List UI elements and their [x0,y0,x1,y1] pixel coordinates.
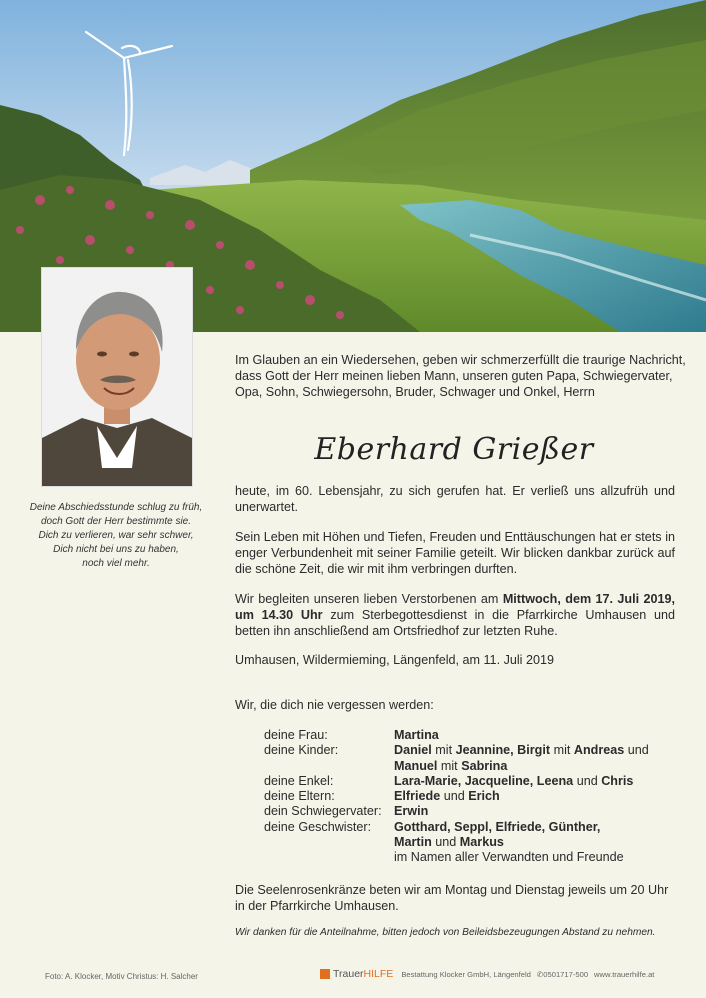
family-name: Daniel [394,743,432,758]
phone-icon: ✆ [536,969,544,979]
deceased-name: Eberhard Grießer [314,432,594,467]
trauerhilfe-logo-icon [320,969,330,979]
quote-line: Dich nicht bei uns zu haben, [53,544,179,555]
family-name: Sabrina [461,758,508,773]
website-link[interactable]: www.trauerhilfe.at [594,969,655,979]
thanks-note: Wir danken für die Anteilnahme, bitten jedoch von Beileidsbezeugungen Abstand zu nehmen. [235,927,656,938]
relation-label: deine Geschwister: [264,819,372,834]
brand-accent: HILFE [363,968,394,980]
conjunction: und [576,773,598,788]
family-name: Andreas [573,743,625,758]
company-name: Bestattung Klocker GmbH, Längenfeld [401,969,531,979]
intro-line: Im Glauben an ein Wiedersehen, geben wir schmerzerfüllt die traurige Nachricht, [235,353,686,367]
family-list [264,728,684,866]
relation-label: dein Schwiegervater: [264,804,382,819]
intro-text [235,352,686,400]
conjunction: und [435,835,457,850]
place-date: Umhausen, Wildermieming, Längenfeld, am 11. Juli 2019 [235,653,554,667]
conjunction: mit [440,758,458,773]
relation-label: deine Kinder: [264,743,339,758]
portrait-photo [42,268,192,486]
intro-line: dass Gott der Herr meinen lieben Mann, unseren guten Papa, Schwiegervater, [235,369,673,383]
family-row-siblings [264,820,684,866]
family-name: Markus [459,835,504,850]
family-name: Elfriede [394,789,441,804]
family-name: Jeannine, Birgit [455,743,551,758]
family-name: Martin [394,835,432,850]
family-name: Erwin [394,804,429,819]
conjunction: mit [553,743,571,758]
family-name: Chris [601,773,634,788]
photo-credit: Foto: A. Klocker, Motiv Christus: H. Salcher [45,972,198,981]
family-name: Erich [468,789,500,804]
rosary-line: in der Pfarrkirche Umhausen. [235,899,399,913]
funeral-time: um 14.30 Uhr [235,608,323,622]
funeral-text [235,591,675,639]
quote-line: Dich zu verlieren, war sehr schwer, [38,530,194,541]
family-name: Lara-Marie, Jacqueline, Leena [394,773,574,788]
quote-line: doch Gott der Herr bestimmte sie. [40,516,192,527]
family-intro: Wir, die dich nie vergessen werden: [235,698,434,712]
family-name: Manuel [394,758,438,773]
family-name: Martina [394,728,439,742]
quote-line: Deine Abschiedsstunde schlug zu früh, [29,502,203,513]
rosary-line: Die Seelenrosenkränze beten wir am Montag und Dienstag jeweils um 20 Uhr [235,883,669,897]
conjunction: und [443,789,465,804]
family-row-wife [264,728,684,743]
relatives-note: im Namen aller Verwandten und Freunde [394,850,624,865]
brand-name: Trauer [333,968,364,980]
family-name: Gotthard, Seppl, Elfriede, Günther, [394,819,601,834]
family-row-grandchildren [264,774,684,789]
called-text: heute, im 60. Lebensjahr, zu sich gerufen hat. Er verließ uns allzufrüh und unerwartet. [235,484,675,514]
relation-label: deine Eltern: [264,789,335,804]
memorial-quote [20,501,212,571]
relation-label: deine Enkel: [264,773,334,788]
quote-line: noch viel mehr. [82,558,150,569]
conjunction: und [627,743,649,758]
conjunction: mit [435,743,453,758]
phone-number: 0501717-500 [543,969,589,979]
rosary-text [235,882,675,914]
funeral-pre: Wir begleiten unseren lieben Verstorbenen am [235,592,503,606]
footer [0,964,706,986]
relation-label: deine Frau: [264,728,328,742]
funeral-post: zum Sterbegottesdienst in die Pfarrkirche Umhausen und betten ihn anschließend am Ortsfriedhof zur letzten Ruhe. [235,608,676,638]
family-row-father-in-law [264,804,684,819]
family-row-children [264,743,684,774]
brand-info [320,968,654,980]
intro-line: Opa, Sohn, Schwiegersohn, Bruder, Schwager und Onkel, Herrn [235,385,595,399]
funeral-date: Mittwoch, dem 17. Juli 2019, [502,592,676,606]
life-text: Sein Leben mit Höhen und Tiefen, Freuden und Enttäuschungen hat er stets in enger Verbundenheit mit seiner Familie geteilt. Wir blicken dankbar zurück auf die schöne Zeit, die wir mit ihm verbringen durften. [235,530,675,576]
family-row-parents [264,789,684,804]
